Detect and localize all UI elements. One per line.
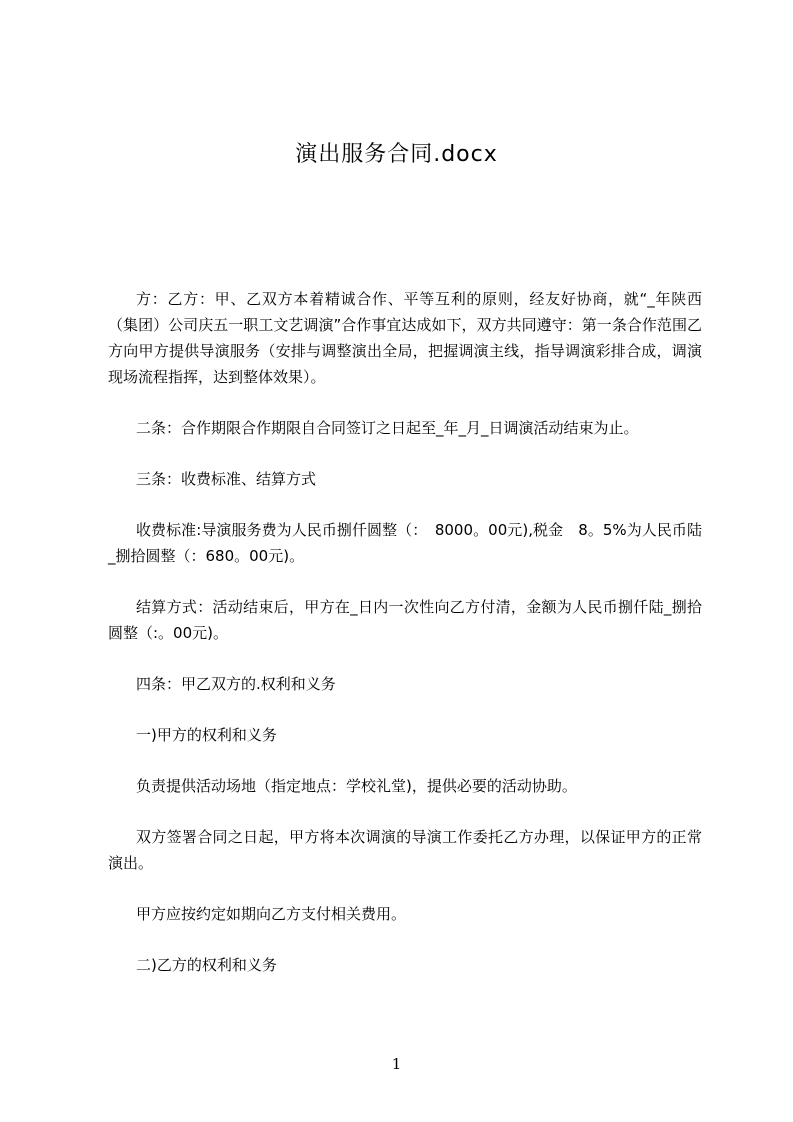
document-body xyxy=(108,286,702,1003)
paragraph-intro: 方：乙方：甲、乙双方本着精诚合作、平等互利的原则，经友好协商，就“_年陕西（集团）公司庆五一职工文艺调演”合作事宜达成如下，双方共同遵守：第一条合作范围乙方向甲方提供导演服务（安排与调整演出全局，把握调演主线，指导调演彩排合成，调演现场流程指挥，达到整体效果）。 xyxy=(108,290,702,386)
paragraph-settlement: 结算方式：活动结束后，甲方在_日内一次性向乙方付清，金额为人民币捌仟陆_捌拾圆整（:。00元)。 xyxy=(108,598,702,642)
paragraph-party-a-payment: 甲方应按约定如期向乙方支付相关费用。 xyxy=(136,905,407,923)
paragraph-party-a-venue: 负责提供活动场地（指定地点：学校礼堂)，提供必要的活动协助。 xyxy=(136,777,577,795)
paragraph-article-4: 四条：甲乙双方的.权利和义务 xyxy=(136,675,336,693)
paragraph-article-2: 二条：合作期限合作期限自合同签订之日起至_年_月_日调演活动结束为止。 xyxy=(136,419,639,437)
paragraph-fee-standard: 收费标准:导演服务费为人民币捌仟圆整（： 8000。00元),税金 8。5%为人民币陆_捌拾圆整（：680。00元)。 xyxy=(108,521,702,565)
paragraph-article-3: 三条：收费标准、结算方式 xyxy=(136,470,317,488)
paragraph-party-a-heading: 一)甲方的权利和义务 xyxy=(136,726,277,744)
paragraph-party-a-delegation: 双方签署合同之日起，甲方将本次调演的导演工作委托乙方办理，以保证甲方的正常演出。 xyxy=(108,828,702,872)
page-number: 1 xyxy=(391,1055,402,1073)
paragraph-party-b-heading: 二)乙方的权利和义务 xyxy=(136,956,277,974)
document-title: 演出服务合同.docx xyxy=(295,142,498,167)
